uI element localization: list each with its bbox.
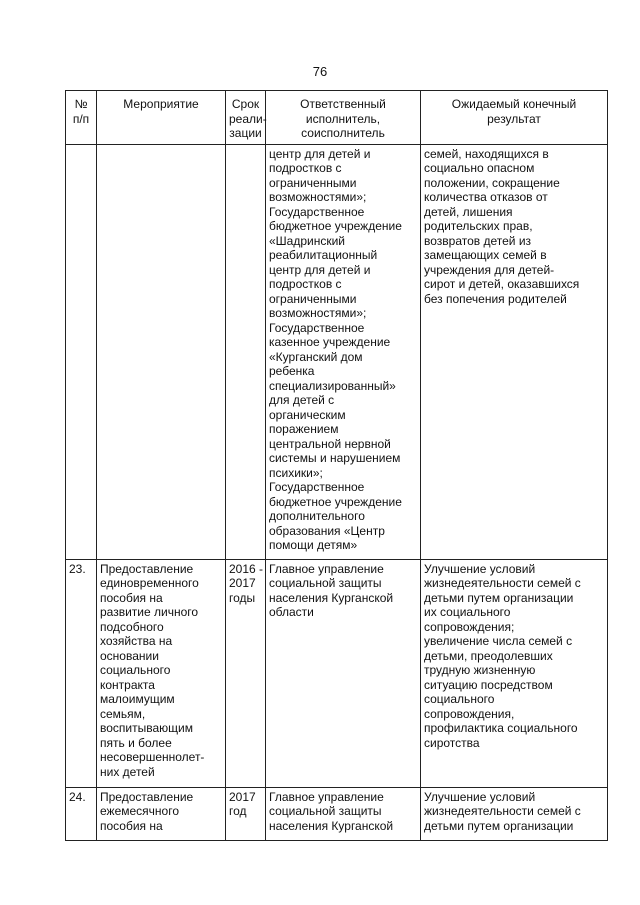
text-line: социальной защиты <box>269 804 382 818</box>
text-line: социальной защиты <box>269 576 382 590</box>
text-line: дополнительного <box>269 509 365 523</box>
text-line: родительских прав, <box>424 219 533 233</box>
text-line: системы и нарушением <box>269 451 401 465</box>
text-line: развитие личного <box>100 605 199 619</box>
text-line: бюджетное учреждение <box>269 494 402 509</box>
text-line: сирот и детей, оказавшихся <box>424 277 580 291</box>
text-line: пособия на <box>100 818 163 833</box>
text-line: подсобного <box>100 619 164 634</box>
measures-table <box>65 90 608 841</box>
text-line: семьям, <box>100 706 146 721</box>
text-line: центр для детей и <box>269 262 371 277</box>
cell-term <box>226 144 266 559</box>
text-line: год <box>229 804 247 818</box>
text-line: органическим <box>269 407 346 422</box>
text-line: сопровождения; <box>424 619 515 634</box>
text-line: населения Курганской <box>269 590 394 605</box>
cell-num: 24. <box>66 787 97 840</box>
text-line: соисполнитель <box>301 126 385 140</box>
cell-event <box>97 559 226 787</box>
text-line: Ожидаемый конечный <box>451 97 577 111</box>
text-line: 2017 <box>229 789 256 804</box>
cell-result <box>421 144 608 559</box>
text-line: социально опасном <box>424 161 535 175</box>
text-line: без попечения родителей <box>424 291 567 306</box>
text-line: центр для детей и <box>269 146 371 161</box>
text-line: Ответственный <box>300 97 386 111</box>
text-line: хозяйства на <box>100 634 173 648</box>
header-num <box>66 91 97 145</box>
text-line: возможностями»; <box>269 190 367 204</box>
text-line: Главное управление <box>269 561 384 576</box>
cell-responsible <box>266 787 421 840</box>
text-line: социального <box>424 692 495 706</box>
text-line: контракта <box>100 677 155 692</box>
text-line: № <box>74 97 88 111</box>
table-row <box>66 787 608 840</box>
text-line: профилактика социального <box>424 721 578 735</box>
text-line: жизнедеятельности семей с <box>424 576 581 590</box>
text-line: социального <box>100 663 171 677</box>
cell-event <box>97 144 226 559</box>
text-line: реали- <box>229 111 267 126</box>
text-line: ежемесячного <box>100 804 180 818</box>
text-line: поражением <box>269 422 339 436</box>
text-line: ограниченными <box>269 291 357 306</box>
cell-num <box>66 144 97 559</box>
text-line: положении, сокращение <box>424 175 560 190</box>
text-line: сопровождения, <box>424 706 515 721</box>
text-line: воспитывающим <box>100 721 193 735</box>
text-line: 2016 - <box>229 561 264 576</box>
text-line: Государственное <box>269 480 365 494</box>
text-line: замещающих семей в <box>424 248 547 262</box>
cell-num: 23. <box>66 559 97 787</box>
text-line: малоимущим <box>100 692 175 706</box>
cell-result <box>421 559 608 787</box>
text-line: несовершеннолет- <box>100 750 205 764</box>
text-line: единовременного <box>100 576 199 590</box>
text-line: жизнедеятельности семей с <box>424 804 581 818</box>
text-line: них детей <box>100 764 155 779</box>
text-line: Улучшение условий <box>424 561 536 576</box>
cell-term <box>226 787 266 840</box>
text-line: Предоставление <box>100 561 194 576</box>
text-line: «Курганский дом <box>269 349 363 364</box>
text-line: ситуацию посредством <box>424 677 553 692</box>
text-line: Срок <box>231 97 260 111</box>
text-line: центральной нервной <box>269 436 391 451</box>
text-line: зации <box>229 126 262 140</box>
text-line: сиротства <box>424 735 480 750</box>
text-line: исполнитель, <box>305 111 381 126</box>
text-line: семей, находящихся в <box>424 146 549 161</box>
text-line: психики»; <box>269 465 323 480</box>
text-line: трудную жизненную <box>424 663 536 677</box>
text-line: детей, лишения <box>424 204 513 219</box>
text-line: возможностями»; <box>269 306 367 320</box>
text-line: результат <box>487 111 541 126</box>
text-line: Улучшение условий <box>424 789 536 804</box>
header-event <box>97 91 226 145</box>
text-line: количества отказов от <box>424 190 548 204</box>
text-line: Мероприятие <box>123 97 199 111</box>
text-line: области <box>269 605 314 619</box>
header-responsible <box>266 91 421 145</box>
text-line: Государственное <box>269 204 365 219</box>
page-number: 76 <box>312 64 328 79</box>
cell-responsible <box>266 559 421 787</box>
cell-result <box>421 787 608 840</box>
text-line: возвратов детей из <box>424 233 532 248</box>
table-row <box>66 559 608 787</box>
cell-responsible <box>266 144 421 559</box>
cell-term <box>226 559 266 787</box>
text-line: для детей с <box>269 393 335 407</box>
text-line: Государственное <box>269 320 365 335</box>
text-line: ограниченными <box>269 175 357 190</box>
header-result <box>421 91 608 145</box>
text-line: образования «Центр <box>269 523 385 538</box>
table-row <box>66 144 608 559</box>
text-line: казенное учреждение <box>269 335 391 349</box>
text-line: помощи детям» <box>269 538 358 552</box>
text-line: их социального <box>424 605 511 619</box>
text-line: пять и более <box>100 735 172 750</box>
text-line: специализированный» <box>269 378 396 393</box>
text-line: учреждения для детей- <box>424 262 555 277</box>
text-line: 2017 <box>229 576 256 590</box>
cell-event <box>97 787 226 840</box>
header-term <box>226 91 266 145</box>
text-line: п/п <box>72 111 90 126</box>
text-line: подростков с <box>269 161 342 175</box>
text-line: ребенка <box>269 364 315 378</box>
text-line: детьми путем организации <box>424 818 574 833</box>
text-line: годы <box>229 590 256 605</box>
text-line: Главное управление <box>269 789 384 804</box>
text-line: населения Курганской <box>269 818 394 833</box>
text-line: бюджетное учреждение <box>269 219 402 233</box>
text-line: детьми путем организации <box>424 590 574 605</box>
text-line: Предоставление <box>100 789 194 804</box>
text-line: увеличение числа семей с <box>424 634 573 648</box>
text-line: «Шадринский <box>269 233 346 248</box>
text-line: детьми, преодолевших <box>424 648 553 663</box>
table-header-row <box>66 91 608 145</box>
text-line: реабилитационный <box>269 248 378 262</box>
text-line: пособия на <box>100 590 163 605</box>
text-line: подростков с <box>269 277 342 291</box>
text-line: основании <box>100 648 159 663</box>
